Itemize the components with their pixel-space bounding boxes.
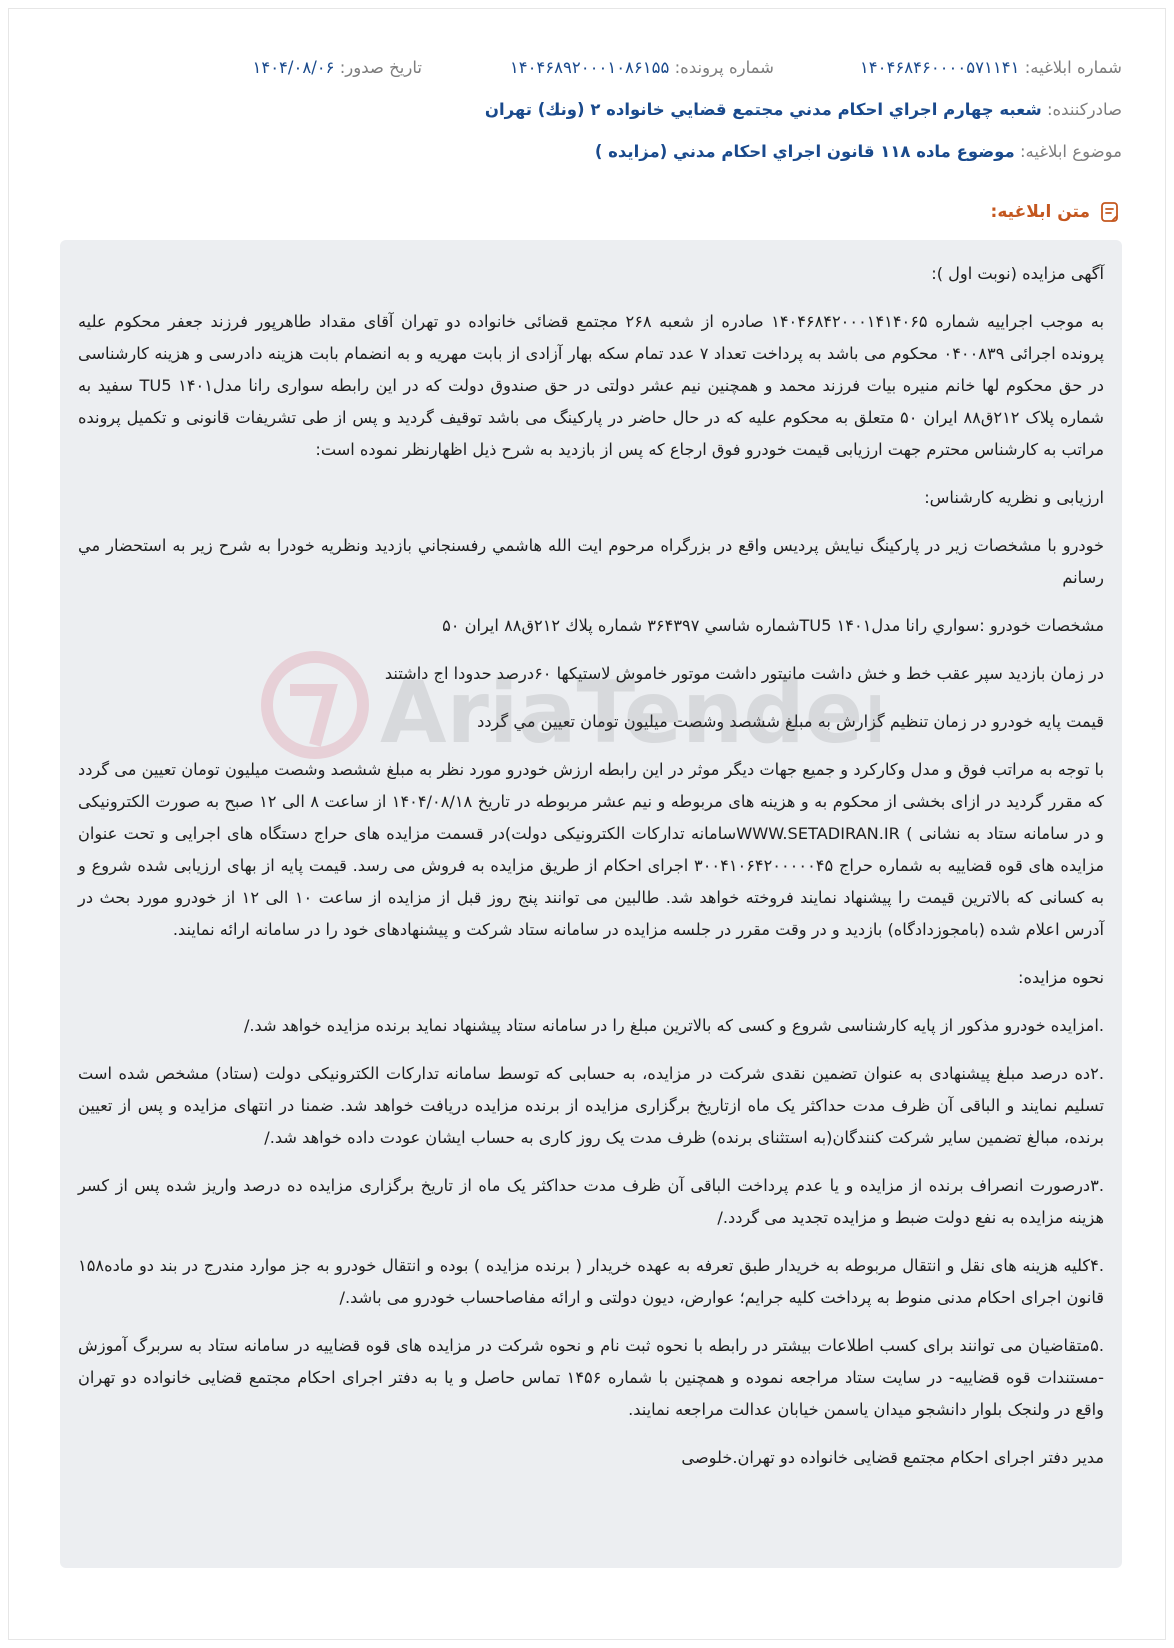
case-number-value: ۱۴۰۴۶۸۹۲۰۰۰۱۰۸۶۱۵۵	[509, 58, 670, 77]
notice-paragraph: مدیر دفتر اجرای احکام مجتمع قضایی خانواده دو تهران.خلوصی	[681, 1448, 1104, 1467]
case-number	[510, 56, 774, 80]
notice-paragraph: .۲ده درصد مبلغ پیشنهادی به عنوان تضمین نقدی شرکت در مزایده، به حسابی که توسط سامانه تدارکات الکترونیکی دولت (ستاد) مشخص شده است تسلیم نمایند و الباقی آن ظرف مدت حداکثر یک ماه ازتاریخ برگزاری مزایده از برنده مزایده دریافت خواهد شد. ضمنا در انتهای مزایده و پس از تعیین برنده، مبالغ تضمین سایر شرکت کنندگان(به استثنای برنده) ظرف مدت یک روز کاری به حساب ایشان عودت داده خواهد شد./	[78, 1064, 1104, 1147]
notice-paragraph: .۵متقاضیان می توانند برای کسب اطلاعات بیشتر در رابطه با نحوه ثبت نام و نحوه شرکت در مزایده های قوه قضاییه در سامانه ستاد به سربرگ آموزش -مستندات قوه قضاییه- در سایت ستاد مراجعه نموده و همچنین با شماره ۱۴۵۶ تماس حاصل و یا به دفتر اجرای احکام مجتمع قضایی خانواده دو تهران واقع در ولنجک بلوار دانشجو میدان یاسمن خیابان عدالت مراجعه نمایند.	[78, 1336, 1104, 1419]
subject-label: موضوع ابلاغیه:	[1019, 142, 1122, 161]
subject	[595, 140, 1122, 164]
issuer	[485, 98, 1122, 122]
document-icon	[1098, 200, 1122, 224]
issue-date	[252, 56, 422, 80]
case-number-label: شماره پرونده:	[674, 58, 774, 77]
notice-number-label: شماره ابلاغیه:	[1024, 58, 1122, 77]
section-title-text: متن ابلاغیه:	[990, 202, 1090, 222]
notice-paragraph: در زمان بازديد سپر عقب خط و خش داشت مانيتور داشت موتور خاموش لاستيكها ۶۰درصد حدودا اج داشتند	[384, 664, 1104, 683]
watermark-text: AriaTender	[380, 663, 880, 763]
notice-paragraph: خودرو با مشخصات زير در پاركينگ نيايش پرديس واقع در بزرگراه مرحوم ايت الله هاشمي رفسنجاني بازديد ونظريه خودرا به شرح زير به استحضار مي رسانم	[78, 536, 1104, 587]
notice-paragraph: .امزایده خودرو مذکور از پایه کارشناسی شروع و کسی که بالاترین مبلغ را در سامانه ستاد پیشنهاد نماید برنده مزایده خواهد شد./	[243, 1016, 1104, 1035]
notice-paragraphs	[78, 258, 1104, 1474]
notice-paragraph: به موجب اجراییه شماره ۱۴۰۴۶۸۴۲۰۰۰۱۴۱۴۰۶۵ صادره از شعبه ۲۶۸ مجتمع قضائی خانواده دو تهران آقای مقداد طاهرپور فرزند جعفر محکوم علیه پرونده اجرائی ۰۴۰۰۸۳۹ محکوم می باشد به پرداخت تعداد ۷ عدد تمام سکه بهار آزادی از بابت مهریه و به انضمام بابت هزینه دادرسی و هزینه کارشناسی در حق محکوم لها خانم منیره بیات فرزند محمد و همچنین نیم عشر دولتی در حق صندوق دولت که در این رابطه سواری رانا مدل۱۴۰۱ TU5 سفید به شماره پلاک ۲۱۲ق۸۸ ایران ۵۰ متعلق به محکوم علیه که در حال حاضر در پارکینگ می باشد توقیف گردید و پس از طی تشریفات قانونی و تکمیل پرونده مراتب به کارشناس محترم جهت ارزیابی قیمت خودرو فوق ارجاع که پس از بازدید به شرح ذیل اظهارنظر نموده است:	[78, 312, 1105, 459]
notice-paragraph: ارزیابی و نظریه کارشناس:	[924, 488, 1104, 507]
notice-paragraph: مشخصات خودرو :سواري رانا مدل۱۴۰۱ TU5شماره شاسي ۳۶۴۳۹۷ شماره پلاك ۲۱۲ق۸۸ ايران ۵۰	[442, 616, 1104, 635]
subject-value: موضوع ماده ۱۱۸ قانون اجراي احكام مدني (مزايده )	[594, 142, 1015, 161]
notice-body	[60, 240, 1122, 1568]
issuer-value: شعبه چهارم اجراي احكام مدني مجتمع قضايي خانواده ۲ (ونك) تهران	[484, 100, 1042, 119]
issuer-label: صادرکننده:	[1046, 100, 1122, 119]
notice-paragraph: .۳درصورت انصراف برنده از مزایده و یا عدم پرداخت الباقی آن ظرف مدت حداکثر یک ماه از تاریخ برگزاری مزایده ده درصد واریز شده پس از کسر هزینه مزایده به نفع دولت ضبط و مزایده تجدید می گردد./	[78, 1176, 1104, 1227]
notice-paragraph: نحوه مزایده:	[1018, 968, 1104, 987]
notice-paragraph: .۴کلیه هزینه های نقل و انتقال مربوطه به خریدار طبق تعرفه به عهده خریدار ( برنده مزایده ) بوده و انتقال خودرو به جز موارد مندرج در بند دو ماده۱۵۸ قانون اجرای احکام مدنی منوط به پرداخت کلیه جرایم؛ عوارض، دیون دولتی و ارائه مفاصاحساب خودرو می باشد./	[78, 1256, 1104, 1307]
issue-date-value: ۱۴۰۴/۰۸/۰۶	[252, 58, 335, 77]
issue-date-label: تاریخ صدور:	[339, 58, 422, 77]
notice-paragraph: با توجه به مراتب فوق و مدل وكاركرد و جميع جهات ديگر موثر در اين رابطه ارزش خودرو مورد نظر به مبلغ ششصد وشصت ميليون تومان تعيين مى گردد كه مقرر گرديد در ازاى بخشى از محكوم به و هزينه هاى مربوطه و نيم عشر مربوطه در تاريخ ۱۴۰۴/۰۸/۱۸ از ساعت ۸ الى ۱۲ صبح به صورت الكترونيكى و در سامانه ستاد به نشانى ) WWW.SETADIRAN.IRسامانه تداركات الكترونيكى دولت)در قسمت مزايده هاى حراج دستگاه هاى اجرايى و تحت عنوان مزايده هاى قوه قضاييه به شماره حراج ۳۰۰۴۱۰۶۴۲۰۰۰۰۰۴۵ اجراى احكام از طريق مزايده به فروش مى رسد. قيمت پايه از بهاى ارزيابى شده شروع و به كسانى كه بالاترين قيمت را پيشنهاد نمايند فروخته خواهد شد. طالبين مى توانند پنج روز قبل از مزايده از ساعت ۱۰ الى ۱۲ از خودرو مورد بحث در آدرس اعلام شده (بامجوزدادگاه) بازديد و در وقت مقرر در جلسه مزايده در سامانه ستاد شركت و پيشنهادهاى خود را در سامانه ارائه نمايند.	[78, 760, 1104, 939]
notice-paragraph: قيمت پايه خودرو در زمان تنظيم گزارش به مبلغ ششصد وشصت ميليون تومان تعيين مي گردد	[477, 712, 1104, 731]
section-title	[991, 200, 1122, 224]
notice-number-value: ۱۴۰۴۶۸۴۶۰۰۰۰۵۷۱۱۴۱	[859, 58, 1020, 77]
notice-paragraph: آگهی مزایده (نوبت اول ):	[931, 264, 1104, 283]
notice-number	[860, 56, 1122, 80]
